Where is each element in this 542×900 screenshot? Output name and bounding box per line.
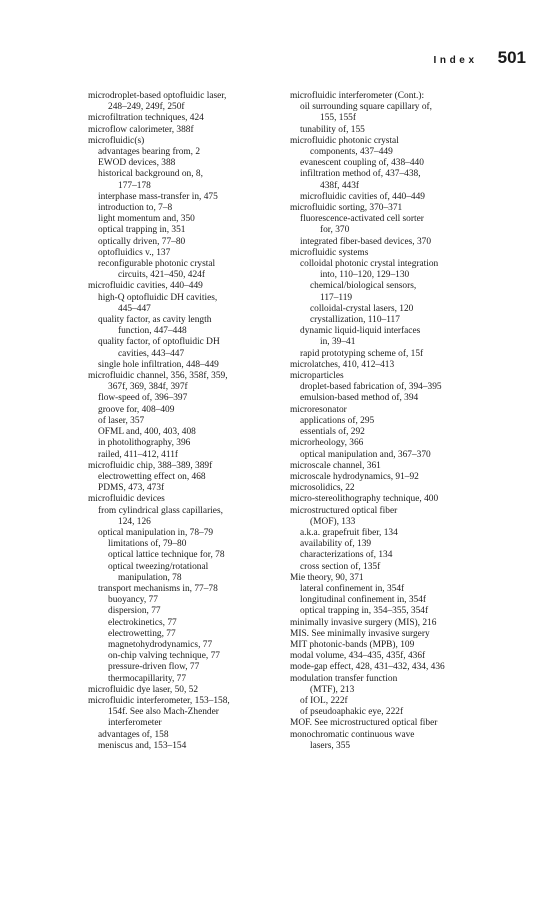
index-subentry: advantages of, 158 <box>98 729 169 740</box>
index-entry: monochromatic continuous wave <box>290 729 415 740</box>
index-entry: Mie theory, 90, 371 <box>290 572 364 583</box>
index-subentry: 177–178 <box>118 180 151 191</box>
index-subentry: 155, 155f <box>320 113 356 124</box>
index-subentry: thermocapillarity, 77 <box>108 673 187 684</box>
index-subentry: 367f, 369, 384f, 397f <box>108 382 188 393</box>
index-subentry: high-Q optofluidic DH cavities, <box>98 292 218 303</box>
index-entry: MOF. See microstructured optical fiber <box>290 718 438 729</box>
index-subentry: optically driven, 77–80 <box>98 236 186 247</box>
index-entry: microfluidic cavities, 440–449 <box>88 281 203 292</box>
index-subentry: applications of, 295 <box>300 415 375 426</box>
index-subentry: quality factor, of optofluidic DH <box>98 337 220 348</box>
index-subentry: emulsion-based method of, 394 <box>300 393 419 404</box>
index-subentry: groove for, 408–409 <box>98 404 175 415</box>
index-entry: microfluidic photonic crystal <box>290 135 399 146</box>
index-subentry: tunability of, 155 <box>300 124 365 135</box>
index-entry: microfluidic interferometer (Cont.): <box>290 91 425 101</box>
index-entry: microscale channel, 361 <box>290 460 381 471</box>
index-subentry: optical tweezing/rotational <box>108 561 209 572</box>
index-subentry: cavities, 443–447 <box>118 348 185 359</box>
index-subentry: 445–447 <box>118 303 151 314</box>
index-subentry: oil surrounding square capillary of, <box>300 102 432 113</box>
index-subentry: optofluidics v., 137 <box>98 247 171 258</box>
index-entry: microrheology, 366 <box>290 438 364 449</box>
index-subentry: from cylindrical glass capillaries, <box>98 505 223 516</box>
index-subentry: electrokinetics, 77 <box>108 617 177 628</box>
index-subentry: of laser, 357 <box>98 415 145 426</box>
index-subentry: into, 110–120, 129–130 <box>320 270 410 281</box>
index-subentry: interphase mass-transfer in, 475 <box>98 191 218 202</box>
index-entry: microfluidic chip, 388–389, 389f <box>88 460 213 471</box>
index-entry: mode-gap effect, 428, 431–432, 434, 436 <box>290 662 445 673</box>
index-entry: microresonator <box>290 404 347 415</box>
index-subentry: electrowetting effect on, 468 <box>98 471 206 482</box>
index-subentry: historical background on, 8, <box>98 169 203 180</box>
index-subentry: crystallization, 110–117 <box>310 315 400 326</box>
index-subentry: essentials of, 292 <box>300 427 365 438</box>
index-subentry: components, 437–449 <box>310 147 393 158</box>
index-subentry: (MOF), 133 <box>310 516 356 527</box>
index-subentry: longitudinal confinement in, 354f <box>300 595 427 606</box>
index-subentry: rapid prototyping scheme of, 15f <box>300 348 424 359</box>
index-entry: microstructured optical fiber <box>290 505 398 516</box>
index-subentry: quality factor, as cavity length <box>98 315 212 326</box>
index-subentry: optical manipulation and, 367–370 <box>300 449 431 460</box>
page-number: 501 <box>497 48 526 67</box>
index-subentry: pressure-driven flow, 77 <box>108 662 200 673</box>
index-subentry: for, 370 <box>320 225 350 236</box>
index-subentry: railed, 411–412, 411f <box>98 449 179 460</box>
index-entry: microfiltration techniques, 424 <box>88 113 204 124</box>
index-entry: microscale hydrodynamics, 91–92 <box>290 471 419 482</box>
index-subentry: fluorescence-activated cell sorter <box>300 214 424 225</box>
index-entry: microsolidics, 22 <box>290 483 355 494</box>
index-subentry: circuits, 421–450, 424f <box>118 270 205 281</box>
index-subentry: of IOL, 222f <box>300 695 348 706</box>
index-entry: microfluidic dye laser, 50, 52 <box>88 684 199 695</box>
index-subentry: OFML and, 400, 403, 408 <box>98 427 196 438</box>
index-subentry: characterizations of, 134 <box>300 550 393 561</box>
index-subentry: electrowetting, 77 <box>108 628 176 639</box>
index-subentry: colloidal photonic crystal integration <box>300 259 439 270</box>
index-entry: minimally invasive surgery (MIS), 216 <box>290 617 437 628</box>
index-subentry: transport mechanisms in, 77–78 <box>98 583 218 594</box>
index-subentry: availability of, 139 <box>300 539 372 550</box>
index-subentry: optical manipulation in, 78–79 <box>98 527 214 538</box>
index-entry: microfluidic(s) <box>88 135 145 146</box>
index-entry: modal volume, 434–435, 435f, 436f <box>290 651 426 662</box>
running-header-title: Index <box>433 55 478 66</box>
index-subentry: 248–249, 249f, 250f <box>108 102 185 113</box>
index-entry: modulation transfer function <box>290 673 398 684</box>
index-subentry: manipulation, 78 <box>118 572 182 583</box>
index-entry: microflow calorimeter, 388f <box>88 124 194 135</box>
index-subentry: chemical/biological sensors, <box>310 281 417 292</box>
index-entry: MIS. See minimally invasive surgery <box>290 628 430 639</box>
index-subentry: EWOD devices, 388 <box>98 158 176 169</box>
index-subentry: lateral confinement in, 354f <box>300 583 405 594</box>
index-entry: microdroplet-based optofluidic laser, <box>88 91 227 101</box>
index-subentry: of pseudoaphakic eye, 222f <box>300 707 404 718</box>
index-subentry: meniscus and, 153–154 <box>98 740 187 751</box>
index-subentry: dynamic liquid-liquid interfaces <box>300 326 421 337</box>
index-subentry: optical trapping in, 351 <box>98 225 186 236</box>
index-subentry: 117–119 <box>320 292 353 303</box>
index-subentry: 124, 126 <box>118 516 151 527</box>
index-entry: microfluidic interferometer, 153–158, <box>88 695 230 706</box>
index-subentry: magnetohydrodynamics, 77 <box>108 639 213 650</box>
index-subentry: lasers, 355 <box>310 740 351 751</box>
index-subentry: in, 39–41 <box>320 337 356 348</box>
index-subentry: 438f, 443f <box>320 180 360 191</box>
index-subentry: colloidal-crystal lasers, 120 <box>310 303 414 314</box>
index-subentry: light momentum and, 350 <box>98 214 195 225</box>
index-entry: microparticles <box>290 371 344 382</box>
index-subentry: flow-speed of, 396–397 <box>98 393 188 404</box>
index-subentry: single hole infiltration, 448–449 <box>98 359 219 370</box>
running-header <box>434 48 527 68</box>
index-entry: microfluidic sorting, 370–371 <box>290 203 403 214</box>
index-subentry: dispersion, 77 <box>108 606 161 617</box>
index-subentry: evanescent coupling of, 438–440 <box>300 158 424 169</box>
index-subentry: droplet-based fabrication of, 394–395 <box>300 382 442 393</box>
index-subentry: PDMS, 473, 473f <box>98 483 165 494</box>
index-subentry: a.k.a. grapefruit fiber, 134 <box>300 527 398 538</box>
index-subentry: optical lattice technique for, 78 <box>108 550 225 561</box>
index-subentry: in photolithography, 396 <box>98 438 191 449</box>
index-subentry: 154f. See also Mach-Zhender <box>108 707 219 718</box>
index-subentry: microfluidic cavities of, 440–449 <box>300 191 425 202</box>
index-subentry: on-chip valving technique, 77 <box>108 651 220 662</box>
index-entry: microfluidic channel, 356, 358f, 359, <box>88 371 228 382</box>
index-subentry: cross section of, 135f <box>300 561 381 572</box>
index-entry: micro-stereolithography technique, 400 <box>290 494 439 505</box>
index-subentry: reconfigurable photonic crystal <box>98 259 216 270</box>
index-subentry: optical trapping in, 354–355, 354f <box>300 606 429 617</box>
index-subentry: introduction to, 7–8 <box>98 203 173 214</box>
index-subentry: limitations of, 79–80 <box>108 539 187 550</box>
index-entry: microfluidic systems <box>290 247 369 258</box>
index-subentry: advantages bearing from, 2 <box>98 147 201 158</box>
index-subentry: (MTF), 213 <box>310 684 355 695</box>
index-subentry: infiltration method of, 437–438, <box>300 169 421 180</box>
index-subentry: integrated fiber-based devices, 370 <box>300 236 432 247</box>
index-entry: microfluidic devices <box>88 494 165 505</box>
index-subentry: buoyancy, 77 <box>108 595 158 606</box>
index-subentry: function, 447–448 <box>118 326 187 337</box>
index-entry: microlatches, 410, 412–413 <box>290 359 395 370</box>
index-column-right <box>290 91 490 752</box>
index-subentry: interferometer <box>108 718 162 729</box>
index-column-left <box>88 91 278 752</box>
index-entry: MIT photonic-bands (MPB), 109 <box>290 639 415 650</box>
